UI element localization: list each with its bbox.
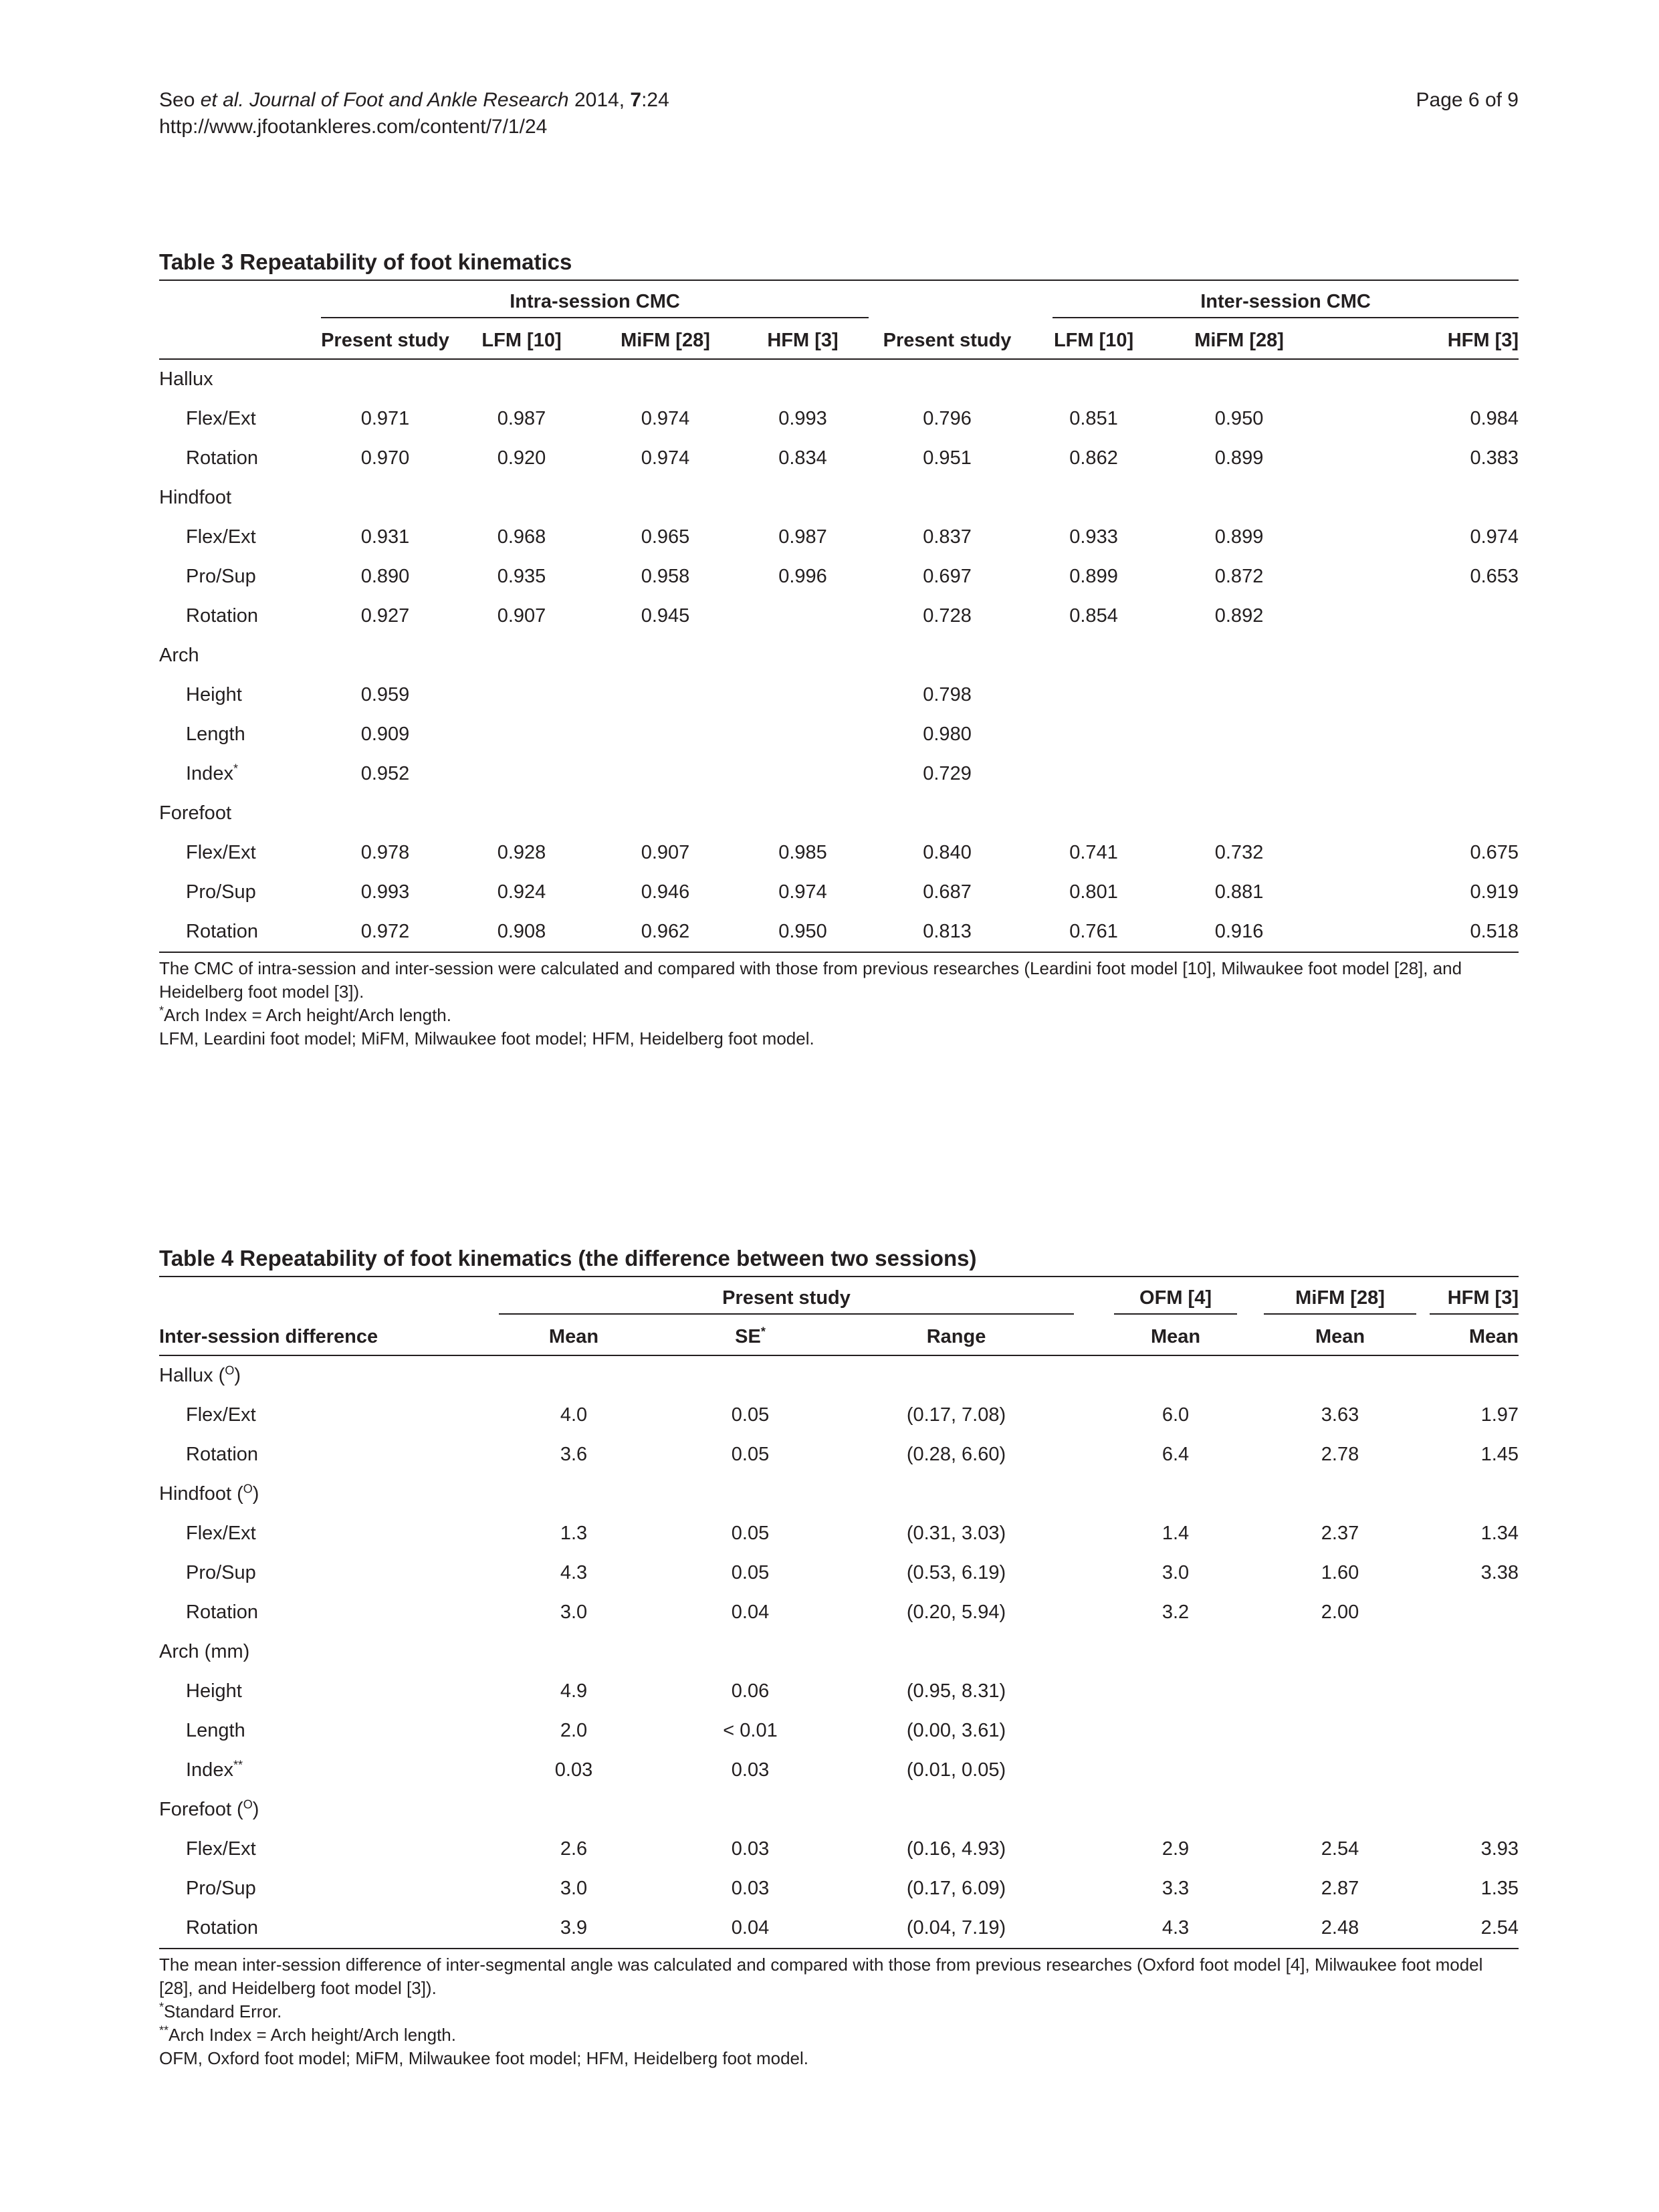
row-label: Flex/Ext (186, 408, 256, 429)
table-cell: 1.34 (1480, 1523, 1519, 1544)
table-cell: 0.993 (778, 408, 827, 429)
table-cell: 0.697 (923, 566, 972, 587)
table-cell: 0.920 (497, 447, 546, 469)
table-cell (449, 675, 594, 715)
row-label: Rotation (186, 1601, 259, 1623)
table-cell: 0.916 (1214, 921, 1264, 942)
table-cell: 0.761 (1069, 921, 1118, 942)
table-cell (737, 596, 869, 636)
table-cell: 0.872 (1214, 566, 1264, 587)
row-label: Rotation (186, 1444, 259, 1465)
table-row (159, 1396, 1519, 1435)
table-3 (159, 249, 1519, 1050)
table-cell: 0.950 (1214, 408, 1264, 429)
table-4 (159, 1245, 1519, 2070)
column-header: MiFM [28] (1194, 329, 1284, 351)
table-cell: 0.907 (497, 605, 546, 627)
table-cell: 0.987 (497, 408, 546, 429)
column-header: Present study (321, 329, 449, 351)
table-cell: 0.933 (1069, 526, 1118, 548)
section-row (159, 1632, 1519, 1672)
section-label: Hindfoot ($^O$) (159, 1482, 259, 1505)
col-se: SE* (735, 1324, 766, 1347)
row-label: Length (186, 724, 245, 745)
table-cell: 3.63 (1321, 1404, 1359, 1426)
table-cell: 0.978 (360, 842, 410, 863)
table-cell (1317, 675, 1519, 715)
row-label: Rotation (186, 605, 259, 627)
table-cell (1087, 1672, 1237, 1711)
table-cell: 0.927 (360, 605, 410, 627)
table-cell (1162, 715, 1317, 754)
table-cell: 0.06 (731, 1680, 770, 1702)
table-cell: 0.383 (1470, 447, 1519, 469)
table-cell: 0.993 (360, 881, 410, 903)
table-row (159, 675, 1519, 715)
article-url[interactable]: http://www.jfootankleres.com/content/7/1/24 (159, 116, 548, 138)
table-cell: 6.0 (1162, 1404, 1190, 1426)
table-cell: 0.909 (360, 724, 410, 745)
group-ofm: OFM [4] (1114, 1287, 1237, 1315)
section-row (159, 1474, 1519, 1514)
table-cell: 0.928 (497, 842, 546, 863)
table-cell: 0.892 (1214, 605, 1264, 627)
row-label: Rotation (186, 1917, 259, 1939)
row-label: Length (186, 1720, 245, 1741)
table-cell: 6.4 (1162, 1444, 1190, 1465)
table-row (159, 715, 1519, 754)
table-cell: 4.3 (1162, 1917, 1190, 1939)
table-cell: 0.03 (731, 1878, 770, 1899)
table-cell: 0.890 (360, 566, 410, 587)
table-cell (737, 754, 869, 794)
footnote: OFM, Oxford foot model; MiFM, Milwaukee foot model; HFM, Heidelberg foot model. (159, 2048, 809, 2068)
table-row (159, 833, 1519, 873)
table-cell: 0.732 (1214, 842, 1264, 863)
section-label: Forefoot ($^O$) (159, 1797, 259, 1820)
table-cell: 0.974 (1470, 526, 1519, 548)
table-cell: 3.6 (560, 1444, 588, 1465)
col-inter-session-difference: Inter-session difference (159, 1325, 378, 1347)
table-cell (1416, 1711, 1519, 1751)
table-row (159, 754, 1519, 794)
table-cell (1317, 754, 1519, 794)
row-label: Height (186, 1680, 242, 1702)
table-cell: 0.919 (1470, 881, 1519, 903)
table-row (159, 1751, 1519, 1790)
table-cell: (0.95, 8.31) (906, 1680, 1006, 1702)
table-cell: 0.518 (1470, 921, 1519, 942)
table-cell: 0.796 (923, 408, 972, 429)
table-cell: 1.3 (560, 1523, 588, 1544)
table-cell: 0.985 (778, 842, 827, 863)
table-cell: (0.28, 6.60) (906, 1444, 1006, 1465)
table-cell: 0.851 (1069, 408, 1118, 429)
table-row (159, 873, 1519, 912)
table-cell: 0.741 (1069, 842, 1118, 863)
table-cell: 0.931 (360, 526, 410, 548)
table-cell: 3.93 (1480, 1838, 1519, 1860)
col-hfm-mean: Mean (1468, 1325, 1519, 1347)
table-cell: 0.899 (1214, 447, 1264, 469)
table-cell: 0.952 (360, 763, 410, 784)
table-4-title: Table 4 Repeatability of foot kinematics (the difference between two sessions) (159, 1246, 977, 1270)
section-label: Arch (159, 645, 199, 666)
table-4-grid (159, 1276, 1519, 1949)
table-row (159, 1908, 1519, 1949)
table-row (159, 1869, 1519, 1908)
table-cell: 0.951 (923, 447, 972, 469)
group-inter-session: Inter-session CMC (1053, 291, 1519, 318)
column-header: HFM [3] (1447, 329, 1519, 351)
table-cell: 0.996 (778, 566, 827, 587)
row-label: Flex/Ext (186, 842, 256, 863)
citation-etal: et al. (200, 89, 244, 111)
table-cell: 0.945 (641, 605, 690, 627)
table-cell (1237, 1751, 1416, 1790)
column-header: HFM [3] (767, 329, 839, 351)
table-cell: 0.05 (731, 1523, 770, 1544)
table-cell: 3.2 (1162, 1601, 1190, 1623)
table-cell: 0.950 (778, 921, 827, 942)
table-cell: 1.4 (1162, 1523, 1190, 1544)
column-header: Present study (883, 329, 1012, 351)
row-label: Height (186, 684, 242, 705)
table-cell: 0.987 (778, 526, 827, 548)
column-header: MiFM [28] (621, 329, 710, 351)
table-cell: 0.974 (778, 881, 827, 903)
table-cell: 2.48 (1321, 1917, 1359, 1939)
table-cell: 0.05 (731, 1562, 770, 1583)
table-cell (1416, 1672, 1519, 1711)
table-cell: 0.801 (1069, 881, 1118, 903)
table-cell: 0.962 (641, 921, 690, 942)
table-cell: 0.881 (1214, 881, 1264, 903)
row-label: Pro/Sup (186, 566, 256, 587)
citation-journal: Journal of Foot and Ankle Research (249, 89, 569, 111)
table-cell: (0.31, 3.03) (906, 1523, 1006, 1544)
col-mifm-mean: Mean (1315, 1325, 1365, 1347)
table-cell: 3.38 (1480, 1562, 1519, 1583)
table-cell (737, 715, 869, 754)
table-row (159, 1435, 1519, 1474)
table-cell: (0.53, 6.19) (906, 1562, 1006, 1583)
table-cell (1087, 1751, 1237, 1790)
table-cell: 0.854 (1069, 605, 1118, 627)
table-cell: < 0.01 (723, 1720, 778, 1741)
table-cell: 0.03 (554, 1759, 593, 1781)
table-cell: 0.834 (778, 447, 827, 469)
table-row (159, 439, 1519, 478)
table-row (159, 596, 1519, 636)
table-cell: 1.60 (1321, 1562, 1359, 1583)
table-row (159, 399, 1519, 439)
table-cell: 4.3 (560, 1562, 588, 1583)
table-cell: 0.05 (731, 1444, 770, 1465)
table-cell (1026, 715, 1162, 754)
table-cell: 0.687 (923, 881, 972, 903)
table-cell: (0.20, 5.94) (906, 1601, 1006, 1623)
table-cell: 0.970 (360, 447, 410, 469)
section-row (159, 478, 1519, 518)
table-cell: 1.35 (1480, 1878, 1519, 1899)
table-row (159, 1514, 1519, 1553)
citation-article: :24 (641, 89, 669, 111)
table-cell (1087, 1711, 1237, 1751)
table-cell (1026, 754, 1162, 794)
table-cell: (0.00, 3.61) (906, 1720, 1006, 1741)
table-cell (1317, 596, 1519, 636)
table-cell: 0.959 (360, 684, 410, 705)
table-cell: 0.05 (731, 1404, 770, 1426)
table-cell: 0.980 (923, 724, 972, 745)
table-cell: 2.00 (1321, 1601, 1359, 1623)
row-label: Flex/Ext (186, 1404, 256, 1426)
table-cell: 0.924 (497, 881, 546, 903)
table-cell: (0.01, 0.05) (906, 1759, 1006, 1781)
table-row (159, 1593, 1519, 1632)
section-row (159, 636, 1519, 675)
table-row (159, 912, 1519, 952)
table-cell: 4.9 (560, 1680, 588, 1702)
table-cell: 3.0 (1162, 1562, 1190, 1583)
col-ofm-mean: Mean (1150, 1325, 1201, 1347)
table-cell: 0.908 (497, 921, 546, 942)
table-cell: 0.965 (641, 526, 690, 548)
col-blank (159, 322, 321, 359)
table-3-title: Table 3 Repeatability of foot kinematics (159, 249, 572, 274)
table-cell: 0.04 (731, 1601, 770, 1623)
section-label: Hallux ($^O$) (159, 1363, 241, 1386)
table-cell: (0.17, 7.08) (906, 1404, 1006, 1426)
section-row (159, 1355, 1519, 1396)
table-cell: 2.54 (1321, 1838, 1359, 1860)
table-cell: 0.974 (641, 408, 690, 429)
table-cell (1026, 675, 1162, 715)
column-header: LFM [10] (481, 329, 562, 351)
table-cell (1162, 754, 1317, 794)
row-label: Flex/Ext (186, 1523, 256, 1544)
table-cell (449, 715, 594, 754)
section-row (159, 359, 1519, 399)
group-mifm: MiFM [28] (1264, 1287, 1416, 1315)
table-row (159, 518, 1519, 557)
journal-citation (159, 87, 1519, 114)
table-cell: 0.984 (1470, 408, 1519, 429)
table-cell: 0.972 (360, 921, 410, 942)
table-cell (1317, 715, 1519, 754)
footnote: **Arch Index = Arch height/Arch length. (159, 2023, 456, 2045)
table-cell: (0.16, 4.93) (906, 1838, 1006, 1860)
table-cell: 0.03 (731, 1838, 770, 1860)
table-cell: 0.840 (923, 842, 972, 863)
table-cell: (0.17, 6.09) (906, 1878, 1006, 1899)
table-cell: 2.37 (1321, 1523, 1359, 1544)
table-cell: 2.0 (560, 1720, 588, 1741)
section-row (159, 1790, 1519, 1830)
section-label: Hallux (159, 368, 213, 390)
table-cell: 0.968 (497, 526, 546, 548)
row-label: Pro/Sup (186, 1562, 256, 1583)
table-cell: 0.946 (641, 881, 690, 903)
group-intra-session: Intra-session CMC (321, 291, 869, 318)
table-cell: 0.675 (1470, 842, 1519, 863)
table-cell: 0.03 (731, 1759, 770, 1781)
table-cell (594, 715, 737, 754)
table-cell (1416, 1751, 1519, 1790)
table-cell: 3.9 (560, 1917, 588, 1939)
section-label: Hindfoot (159, 487, 232, 508)
citation-year: 2014, (574, 89, 625, 111)
table-cell (1416, 1593, 1519, 1632)
row-label: Index* (186, 762, 238, 784)
table-cell: 0.899 (1069, 566, 1118, 587)
page-number: Page 6 of 9 (1416, 89, 1519, 111)
table-cell: 2.6 (560, 1838, 588, 1860)
row-label: Index** (186, 1758, 243, 1781)
table-cell (737, 675, 869, 715)
table-cell (594, 675, 737, 715)
table-row (159, 1553, 1519, 1593)
group-hfm: HFM [3] (1430, 1287, 1519, 1315)
table-cell: (0.04, 7.19) (906, 1917, 1006, 1939)
table-cell: 0.958 (641, 566, 690, 587)
table-cell: 0.907 (641, 842, 690, 863)
table-4-footnotes (159, 1953, 1519, 2070)
section-label: Forefoot (159, 802, 231, 824)
table-cell: 0.971 (360, 408, 410, 429)
table-cell (1162, 675, 1317, 715)
table-cell (449, 754, 594, 794)
section-row (159, 794, 1519, 833)
section-label: Arch (mm) (159, 1641, 250, 1662)
table-cell: 0.899 (1214, 526, 1264, 548)
table-cell: 0.935 (497, 566, 546, 587)
footnote: The mean inter-session difference of inter-segmental angle was calculated and compared with those from previous researches (Oxford foot model [4], Milwaukee foot model [28], and Heidelberg foot model [3]). (159, 1955, 1483, 1998)
col-mean: Mean (548, 1325, 599, 1347)
table-cell: 4.0 (560, 1404, 588, 1426)
table-cell: 0.04 (731, 1917, 770, 1939)
table-cell: 2.87 (1321, 1878, 1359, 1899)
row-label: Flex/Ext (186, 526, 256, 548)
footnote: LFM, Leardini foot model; MiFM, Milwaukee foot model; HFM, Heidelberg foot model. (159, 1028, 814, 1048)
footnote: The CMC of intra-session and inter-session were calculated and compared with those from previous researches (Leardini foot model [10], Milwaukee foot model [28], and Heidelberg foot model [3]). (159, 958, 1462, 1002)
table-row (159, 1672, 1519, 1711)
group-present-study: Present study (499, 1287, 1074, 1315)
col-range: Range (926, 1325, 986, 1347)
table-3-footnotes (159, 957, 1519, 1050)
footnote: *Arch Index = Arch height/Arch length. (159, 1004, 451, 1025)
table-cell: 0.813 (923, 921, 972, 942)
table-cell: 0.729 (923, 763, 972, 784)
table-cell: 0.974 (641, 447, 690, 469)
table-cell: 0.862 (1069, 447, 1118, 469)
table-cell: 2.78 (1321, 1444, 1359, 1465)
table-cell: 0.798 (923, 684, 972, 705)
table-row (159, 557, 1519, 596)
table-cell: 2.54 (1480, 1917, 1519, 1939)
page-header (159, 87, 1519, 140)
table-cell (1237, 1672, 1416, 1711)
table-row (159, 1711, 1519, 1751)
citation-authors: Seo (159, 89, 195, 111)
row-label: Pro/Sup (186, 881, 256, 903)
row-label: Pro/Sup (186, 1878, 256, 1899)
row-label: Rotation (186, 447, 259, 469)
row-label: Rotation (186, 921, 259, 942)
table-cell (1237, 1711, 1416, 1751)
table-row (159, 1830, 1519, 1869)
row-label: Flex/Ext (186, 1838, 256, 1860)
table-cell: 3.0 (560, 1601, 588, 1623)
citation-volume: 7 (630, 89, 642, 111)
table-3-grid (159, 280, 1519, 953)
table-cell: 1.45 (1480, 1444, 1519, 1465)
table-cell: 0.728 (923, 605, 972, 627)
table-cell (594, 754, 737, 794)
table-cell: 3.3 (1162, 1878, 1190, 1899)
table-cell: 2.9 (1162, 1838, 1190, 1860)
column-header: LFM [10] (1053, 329, 1134, 351)
table-cell: 0.837 (923, 526, 972, 548)
table-cell: 0.653 (1470, 566, 1519, 587)
table-cell: 1.97 (1480, 1404, 1519, 1426)
footnote: *Standard Error. (159, 2000, 282, 2021)
table-cell: 3.0 (560, 1878, 588, 1899)
